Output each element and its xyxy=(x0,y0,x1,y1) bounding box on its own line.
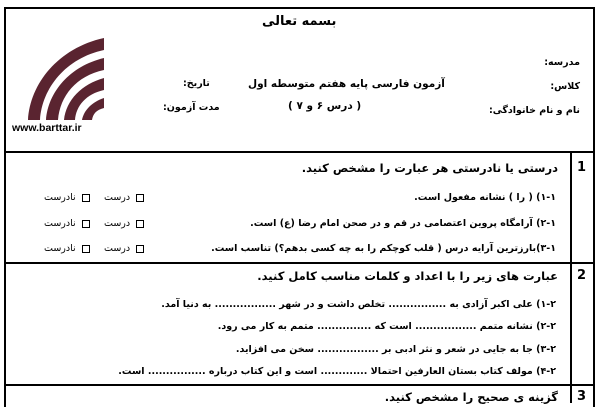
q2-item-1: ۱-۲) علی اکبر آزادی به ................ تخلص داشت و در شهر ................. به دنیا آمد. xyxy=(161,299,556,310)
class-label: کلاس: xyxy=(550,81,580,92)
q1-item-1-true-option[interactable] xyxy=(104,192,144,203)
exam-title: آزمون فارسی پایه هفتم متوسطه اول xyxy=(248,78,445,90)
q2-prompt: عبارت های زیر را با اعداد و کلمات مناسب کامل کنید. xyxy=(257,269,558,283)
q2-item-4: ۴-۲) مولف کتاب بستان العارفین احتمالا ............. است و این کتاب درباره ................ است. xyxy=(118,366,556,377)
false-label: نادرست xyxy=(44,218,76,229)
q2-item-3: ۳-۲) جا به جایی در شعر و نثر ادبی بر ................. سخن می افزاید. xyxy=(235,344,556,355)
true-label: درست xyxy=(104,218,131,229)
q3-prompt: گزینه ی صحیح را مشخص کنید. xyxy=(384,390,558,404)
website-label: www.barttar.ir xyxy=(12,122,82,134)
checkbox-icon[interactable] xyxy=(136,220,144,228)
checkbox-icon[interactable] xyxy=(136,245,144,253)
number-column-divider xyxy=(570,153,572,403)
header-divider xyxy=(4,151,595,153)
true-label: درست xyxy=(104,192,131,203)
checkbox-icon[interactable] xyxy=(82,220,90,228)
q1-item-2-false-option[interactable] xyxy=(44,218,90,229)
school-label: مدرسه: xyxy=(544,57,580,68)
q1-item-3: ۳-۱)بارزترین آرایه درس ( قلب کوچکم را به چه کسی بدهم؟) تناسب است. xyxy=(211,243,556,254)
checkbox-icon[interactable] xyxy=(82,245,90,253)
q2-item-2: ۲-۲) نشانه متمم ................. است که ............... متمم به کار می رود. xyxy=(217,321,556,332)
q1-item-1-false-option[interactable] xyxy=(44,192,90,203)
barttar-logo-icon xyxy=(18,34,106,122)
q2-number: 2 xyxy=(576,268,586,283)
exam-lessons: ( درس ۶ و ۷ ) xyxy=(288,100,362,112)
q1-prompt: درستی یا نادرستی هر عبارت را مشخص کنید. xyxy=(301,161,558,175)
q1-item-1: ۱-۱) ( را ) نشانه مفعول است. xyxy=(414,192,556,203)
q3-number: 3 xyxy=(576,389,586,404)
true-label: درست xyxy=(104,243,131,254)
duration-label: مدت آزمون: xyxy=(163,102,220,113)
checkbox-icon[interactable] xyxy=(136,194,144,202)
q1-item-2: ۲-۱) آرامگاه پروین اعتصامی در قم و در صحن امام رضا (ع) است. xyxy=(250,218,556,229)
checkbox-icon[interactable] xyxy=(82,194,90,202)
header-title: بسمه تعالی xyxy=(262,14,337,29)
false-label: نادرست xyxy=(44,192,76,203)
q2-divider xyxy=(4,384,595,386)
q1-item-3-true-option[interactable] xyxy=(104,243,144,254)
date-label: تاریخ: xyxy=(183,78,210,89)
q1-divider xyxy=(4,262,595,264)
student-name-label: نام و نام خانوادگی: xyxy=(488,105,580,116)
q1-item-3-false-option[interactable] xyxy=(44,243,90,254)
false-label: نادرست xyxy=(44,243,76,254)
q1-item-2-true-option[interactable] xyxy=(104,218,144,229)
q1-number: 1 xyxy=(576,160,586,175)
